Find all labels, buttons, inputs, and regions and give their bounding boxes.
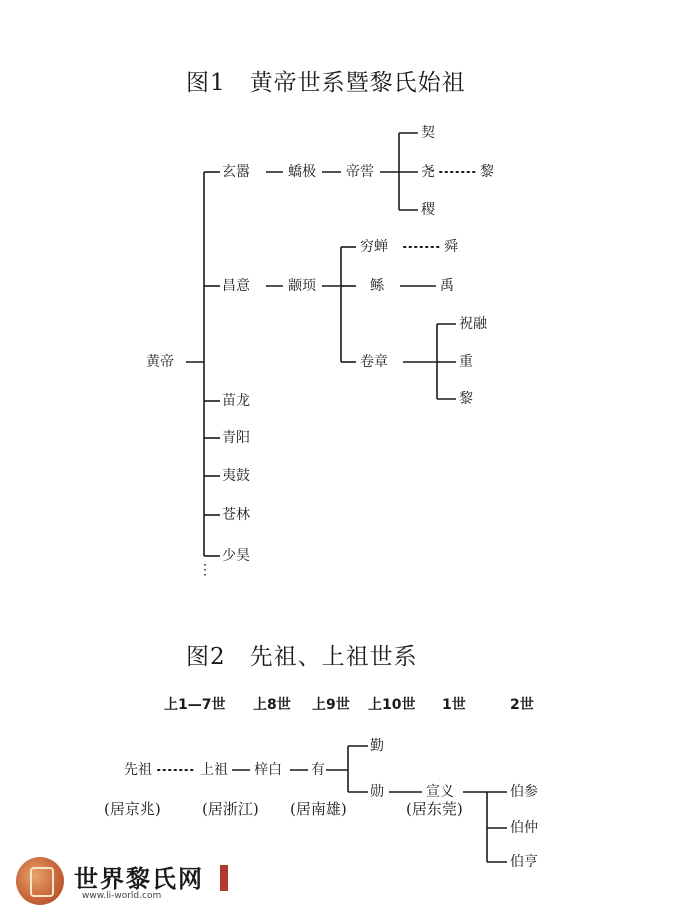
node-yu: 禹 [440, 278, 454, 294]
residence-dongguan: (居东莞) [406, 800, 463, 818]
logo-url: www.li-world.com [82, 891, 162, 901]
node-shaohao: 少昊 [222, 548, 250, 564]
node-bocan: 伯参 [510, 784, 538, 800]
node-qingyang: 青阳 [222, 430, 250, 446]
node-shun: 舜 [444, 239, 458, 255]
node-zhurong: 祝融 [459, 316, 487, 332]
node-zhong: 重 [459, 354, 473, 370]
residence-jingzhao: (居京兆) [104, 800, 161, 818]
more-ellipsis: ⋮ [198, 562, 212, 578]
gen-label-up8: 上8世 [253, 697, 291, 713]
logo-seal-icon [16, 857, 64, 905]
node-juanzhang: 卷章 [360, 354, 388, 370]
node-qi: 契 [421, 125, 435, 141]
residence-nanxiong: (居南雄) [290, 800, 347, 818]
figure1-title: 图1 黄帝世系暨黎氏始祖 [186, 70, 466, 96]
node-yao: 尧 [421, 164, 435, 180]
site-logo [16, 855, 236, 911]
gen-label-2: 2世 [510, 697, 534, 713]
gen-label-up1-7: 上1—7世 [164, 697, 226, 713]
residence-zhejiang: (居浙江) [202, 800, 259, 818]
node-huangdi: 黄帝 [146, 354, 174, 370]
figure2-title: 图2 先祖、上祖世系 [186, 644, 418, 670]
node-gun: 鲧 [370, 278, 384, 294]
gen-label-up9: 上9世 [312, 697, 350, 713]
logo-stamp-icon [220, 865, 228, 891]
node-yigu: 夷鼓 [222, 468, 250, 484]
node-qin: 勤 [370, 738, 384, 754]
node-jiaoji: 蟜极 [288, 164, 316, 180]
node-diku: 帝喾 [346, 164, 374, 180]
node-qiongchan: 穷蝉 [360, 239, 388, 255]
gen-label-1: 1世 [442, 697, 466, 713]
node-shangzu: 上祖 [200, 762, 228, 778]
node-bozhong: 伯仲 [510, 820, 538, 836]
node-xuanxiao: 玄嚣 [222, 164, 250, 180]
node-li-1: 黎 [480, 164, 494, 180]
node-li-2: 黎 [459, 391, 473, 407]
node-miaolong: 苗龙 [222, 393, 250, 409]
logo-name: 世界黎氏网 [74, 864, 204, 893]
node-boheng: 伯亨 [510, 854, 538, 870]
node-zhuanxu: 颛顼 [288, 278, 316, 294]
node-zibai: 梓白 [254, 762, 282, 778]
node-changyi: 昌意 [222, 278, 250, 294]
gen-label-up10: 上10世 [368, 697, 416, 713]
node-you: 有 [311, 762, 325, 778]
node-xuanyi: 宣义 [426, 784, 454, 800]
node-xianzu: 先祖 [124, 762, 152, 778]
node-xun: 勋 [370, 784, 384, 800]
node-canglin: 苍林 [222, 507, 250, 523]
node-ji: 稷 [421, 202, 435, 218]
